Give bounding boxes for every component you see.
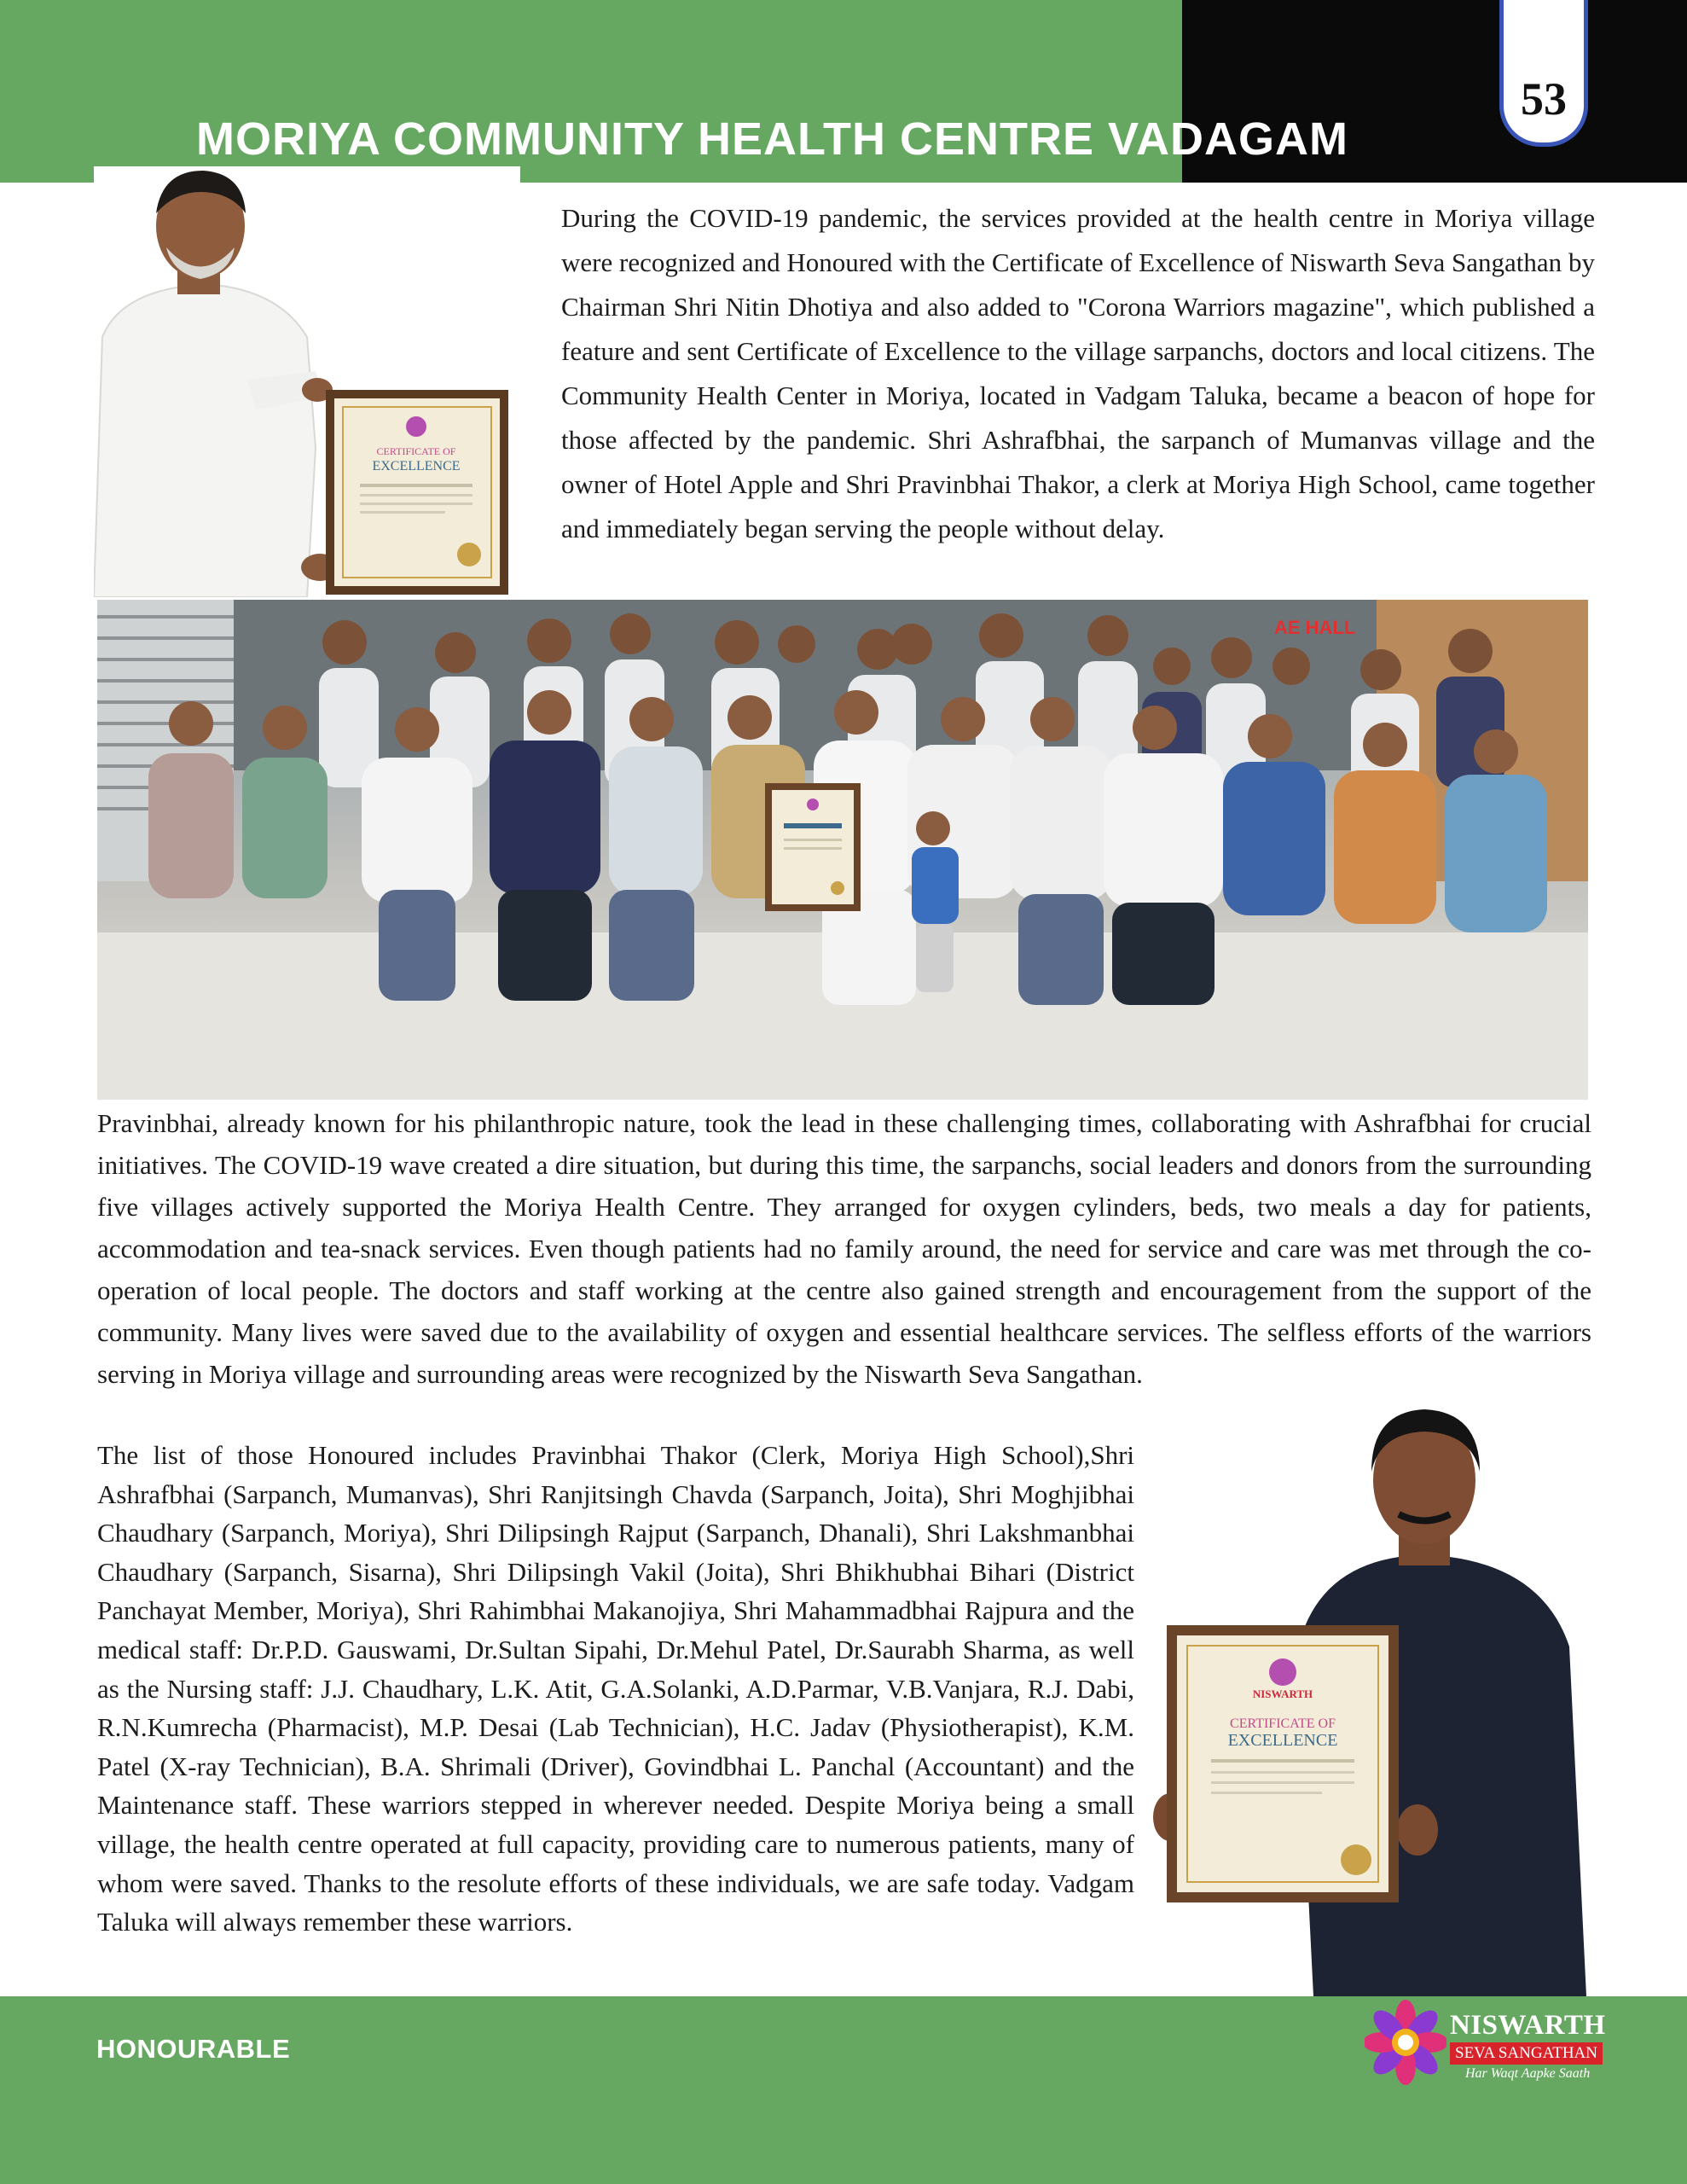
group-photo [97, 600, 1588, 1100]
photo-man-with-certificate [94, 166, 520, 597]
cert2-heading-top: CERTIFICATE OF [1230, 1716, 1336, 1731]
lotus-emblem-icon [1365, 2000, 1446, 2085]
footer-section-label: HONOURABLE [96, 2034, 291, 2064]
page-title [196, 113, 1348, 172]
cert1-heading-bottom: EXCELLENCE [372, 459, 461, 473]
honoured-list-paragraph: The list of those Honoured includes Pravinbhai Thakor (Clerk, Moriya High School),Shri Ashrafbhai (Sarpanch, Mumanvas), Shri Ranjitsingh Chavda (Sarpanch, Joita), Shri Moghjibhai Chaudhary (Sarpanch, Moriya), Shri Dilipsingh Rajput (Sarpanch, Dhanali), Shri Lakshmanbhai Chaudhary (Sarpanch, Sisarna), Shri Dilipsingh Vakil (Joita), Shri Bhikhubhai Bihari (District Panchayat Member, Moriya), Shri Rahimbhai Makanojiya, Shri Mahammadbhai Rajpura and the medical staff: Dr.P.D. Gauswami, Dr.Sultan Sipahi, Dr.Mehul Patel, Dr.Saurabh Sharma, as well as the Nursing staff: J.J. Chaudhary, L.K. Atit, G.A.Solanki, A.D.Parmar, V.B.Vanjara, R.J. Dabi, R.N.Kumrecha (Pharmacist), M.P. Desai (Lab Technician), H.C. Jadav (Physiotherapist), K.M. Patel (X-ray Technician), B.A. Shrimali (Driver), Govindbhai L. Panchal (Accountant) and the Maintenance staff. These warriors stepped in wherever needed. Despite Moriya being a small village, the health centre operated at full capacity, providing care to numerous patients, many of whom were saved. Thanks to the resolute efforts of these individuals, we are safe today. Vadgam Taluka will always remember these warriors. [97, 1440, 1134, 1937]
cert2-heading-bottom: EXCELLENCE [1227, 1731, 1338, 1750]
page-number-tab [1499, 0, 1588, 147]
page-number: 53 [1521, 73, 1567, 125]
logo-tagline: Har Waqt Aapke Saath [1465, 2066, 1591, 2081]
cert2-org: NISWARTH [1252, 1687, 1313, 1700]
title-green-part: MORIYA COMMUNITY HEALTH CENTRE [196, 113, 1109, 165]
title-black-part: VADAGAM [1108, 113, 1349, 165]
intro-paragraph: During the COVID-19 pandemic, the services provided at the health centre in Moriya village were recognized and Honoured with the Certificate of Excellence of Niswarth Seva Sangathan by Chairman Shri Nitin Dhotiya and also added to "Corona Warriors magazine", which published a feature and sent Certificate of Excellence to the village sarpanchs, doctors and local citizens. The Community Health Center in Moriya, located in Vadgam Taluka, became a beacon of hope for those affected by the pandemic. Shri Ashrafbhai, the sarpanch of Mumanvas village and the owner of Hotel Apple and Shri Pravinbhai Thakor, a clerk at Moriya High School, came together and immediately began serving the people without delay. [561, 203, 1595, 543]
banner-sign: AE HALL [1274, 617, 1356, 638]
niswarth-logo [1365, 2000, 1606, 2085]
photo-man-with-certificate-2 [1143, 1399, 1603, 1996]
logo-name: NISWARTH [1450, 2010, 1606, 2041]
cert1-heading-top: CERTIFICATE OF [376, 445, 456, 457]
middle-paragraph: Pravinbhai, already known for his philanthropic nature, took the lead in these challenging times, collaborating with Ashrafbhai for crucial initiatives. The COVID-19 wave created a dire situation, but during this time, the sarpanchs, social leaders and donors from the surrounding five villages actively supported the Moriya Health Centre. They arranged for oxygen cylinders, beds, two meals a day for patients, accommodation and tea-snack services. Even though patients had no family around, the need for service and care was met through the co-operation of local people. The doctors and staff working at the centre also gained strength and encouragement from the support of the community. Many lives were saved due to the availability of oxygen and essential healthcare services. The selfless efforts of the warriors serving in Moriya village and surrounding areas were recognized by the Niswarth Seva Sangathan. [97, 1108, 1591, 1389]
logo-subtitle: SEVA SANGATHAN [1450, 2042, 1603, 2065]
